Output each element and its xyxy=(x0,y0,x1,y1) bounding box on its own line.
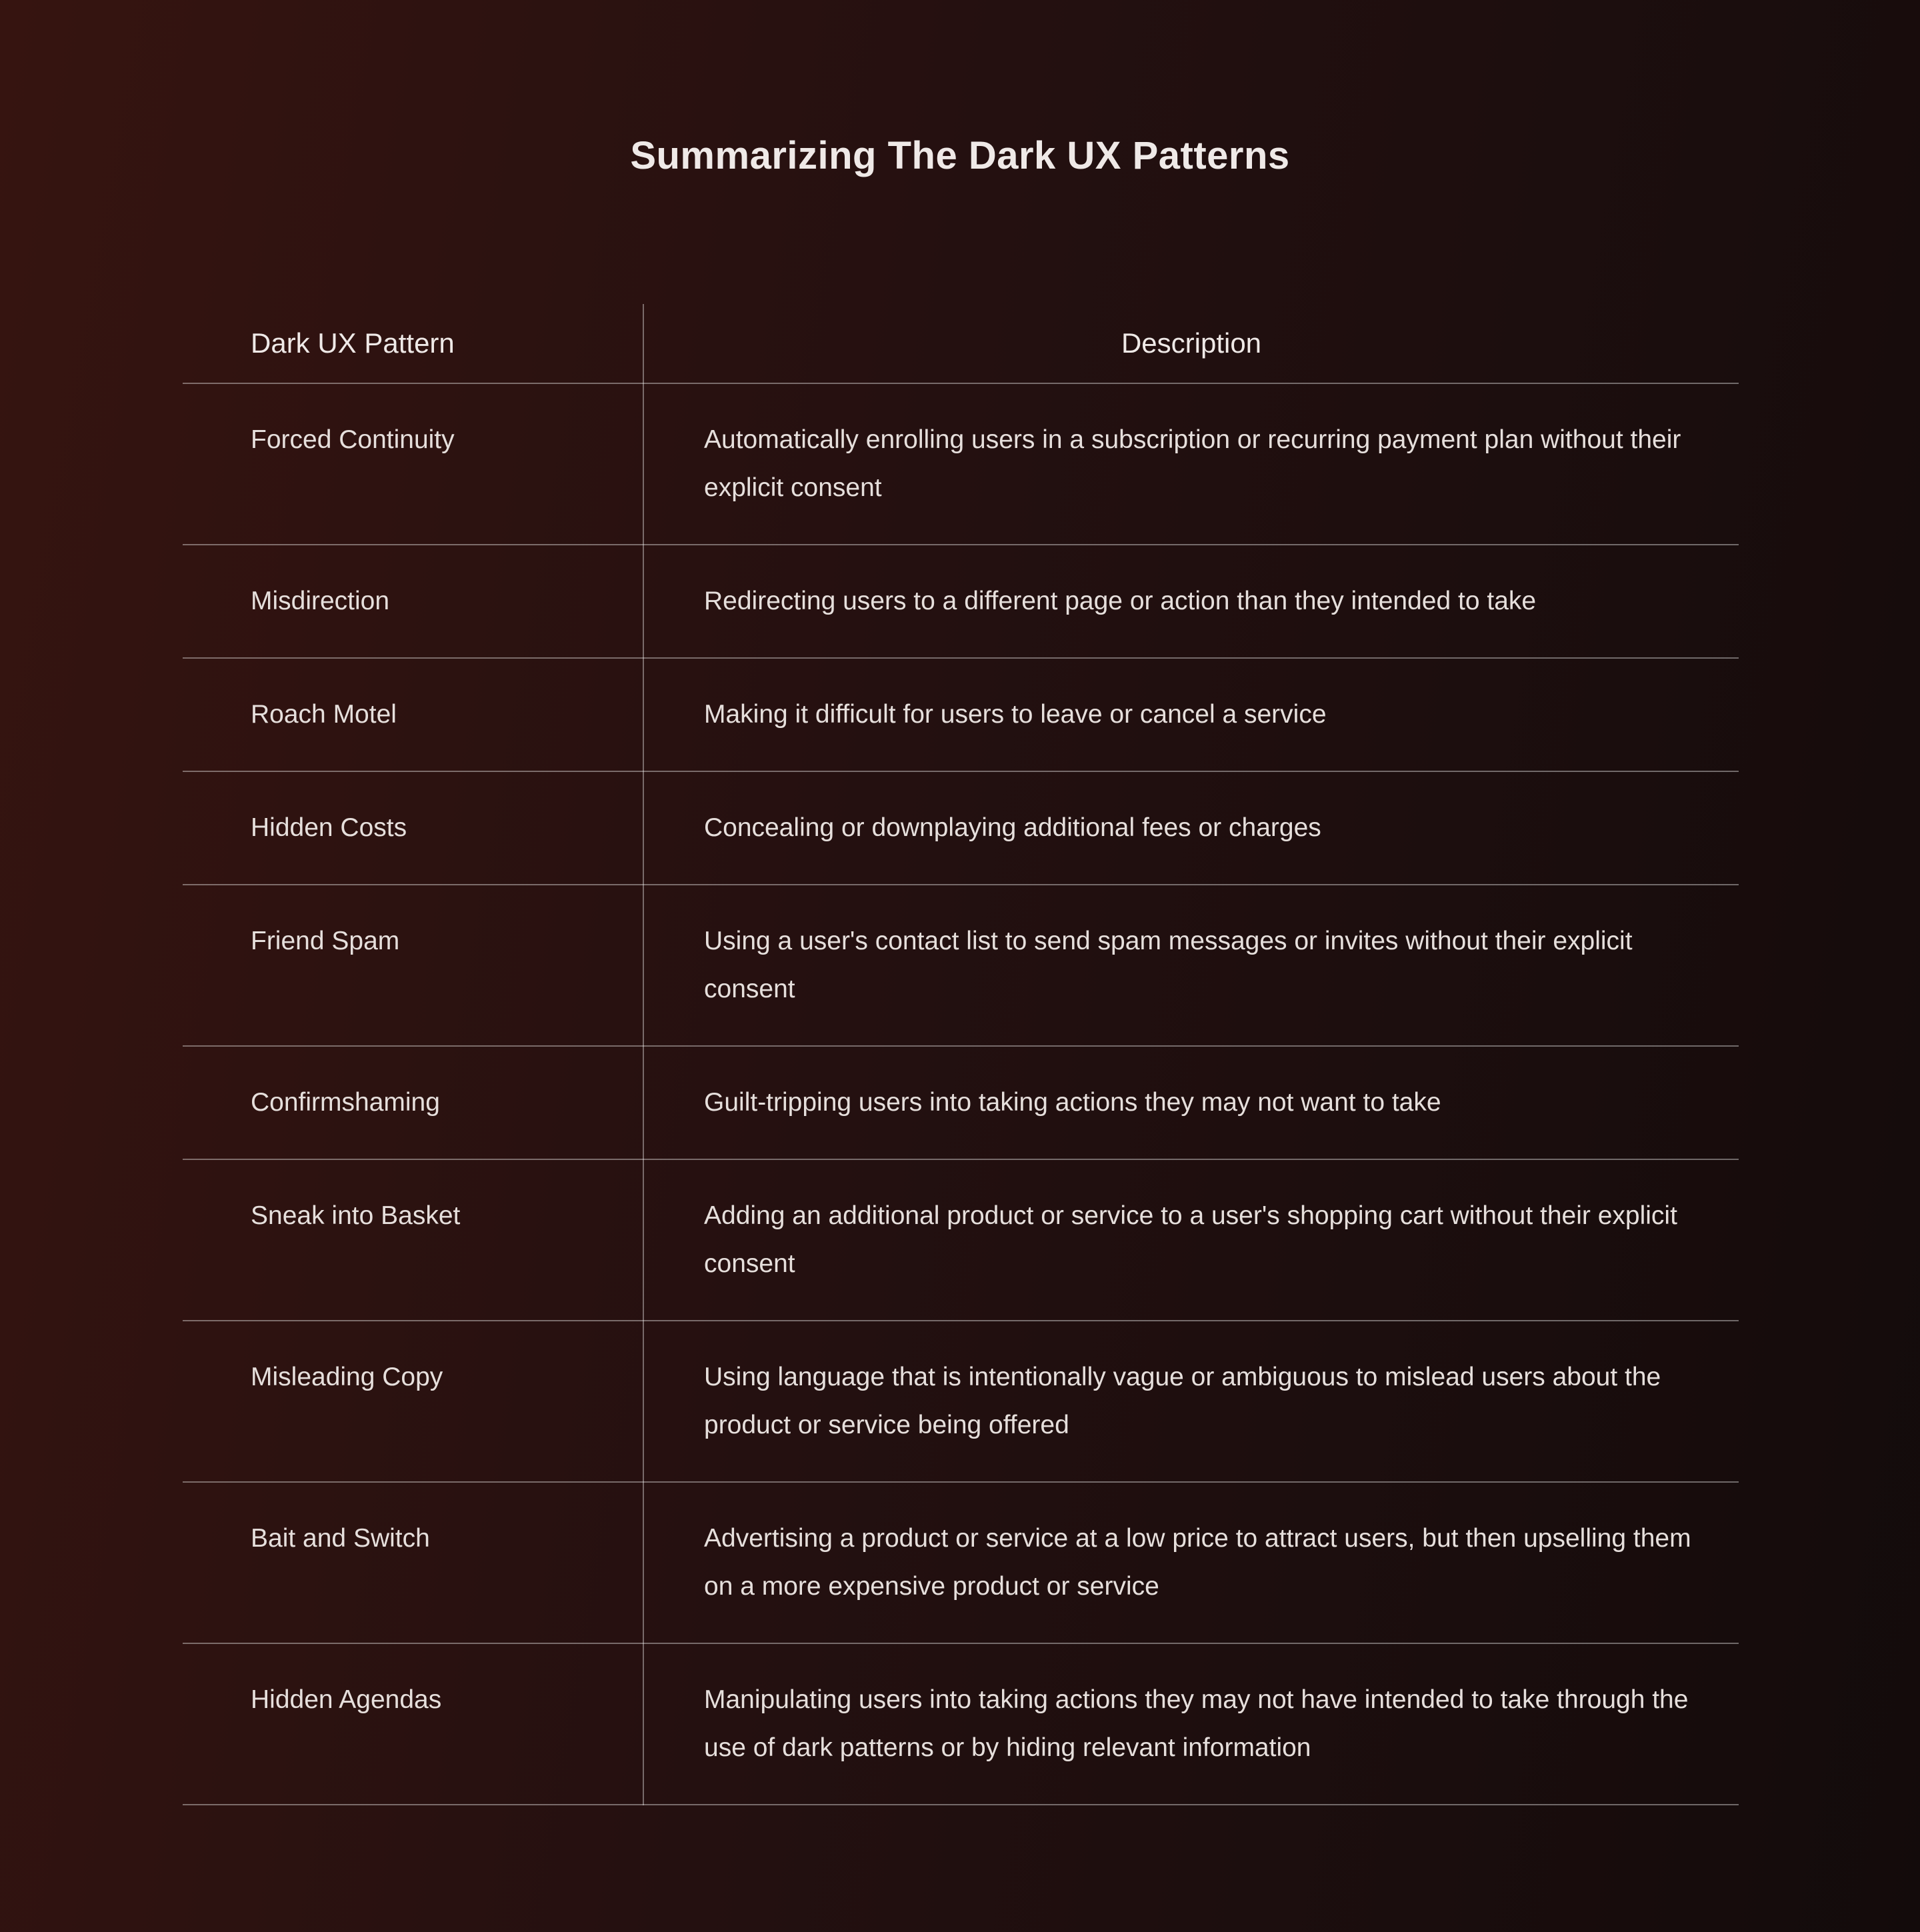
pattern-description: Using a user's contact list to send spam messages or invites without their explicit consent xyxy=(643,885,1739,1046)
pattern-name: Friend Spam xyxy=(183,885,643,1046)
pattern-name: Misdirection xyxy=(183,545,643,658)
table-row xyxy=(183,771,1739,885)
pattern-description: Guilt-tripping users into taking actions they may not want to take xyxy=(643,1046,1739,1159)
pattern-name: Misleading Copy xyxy=(183,1321,643,1482)
pattern-description: Redirecting users to a different page or action than they intended to take xyxy=(643,545,1739,658)
pattern-description: Making it difficult for users to leave or cancel a service xyxy=(643,658,1739,771)
table-header xyxy=(183,304,1739,383)
table-row xyxy=(183,1321,1739,1482)
dark-patterns-table xyxy=(183,304,1739,1805)
table-row xyxy=(183,1643,1739,1805)
pattern-description: Adding an additional product or service to a user's shopping cart without their explicit consent xyxy=(643,1159,1739,1321)
column-header-pattern: Dark UX Pattern xyxy=(183,304,643,383)
pattern-name: Hidden Agendas xyxy=(183,1643,643,1805)
pattern-description: Concealing or downplaying additional fees or charges xyxy=(643,771,1739,885)
table-row xyxy=(183,1482,1739,1643)
header-row xyxy=(183,304,1739,383)
pattern-name: Forced Continuity xyxy=(183,383,643,545)
pattern-name: Sneak into Basket xyxy=(183,1159,643,1321)
pattern-description: Advertising a product or service at a low price to attract users, but then upselling them on a more expensive product or service xyxy=(643,1482,1739,1643)
pattern-description: Automatically enrolling users in a subscription or recurring payment plan without their explicit consent xyxy=(643,383,1739,545)
column-header-description: Description xyxy=(643,304,1739,383)
pattern-name: Roach Motel xyxy=(183,658,643,771)
pattern-name: Hidden Costs xyxy=(183,771,643,885)
table-row xyxy=(183,383,1739,545)
table-body xyxy=(183,383,1739,1805)
pattern-name: Bait and Switch xyxy=(183,1482,643,1643)
page-title: Summarizing The Dark UX Patterns xyxy=(630,134,1290,177)
table-row xyxy=(183,658,1739,771)
table-row xyxy=(183,1046,1739,1159)
table-row xyxy=(183,1159,1739,1321)
table-row xyxy=(183,885,1739,1046)
table-row xyxy=(183,545,1739,658)
pattern-name: Confirmshaming xyxy=(183,1046,643,1159)
pattern-description: Manipulating users into taking actions they may not have intended to take through the use of dark patterns or by hiding relevant information xyxy=(643,1643,1739,1805)
pattern-description: Using language that is intentionally vague or ambiguous to mislead users about the product or service being offered xyxy=(643,1321,1739,1482)
